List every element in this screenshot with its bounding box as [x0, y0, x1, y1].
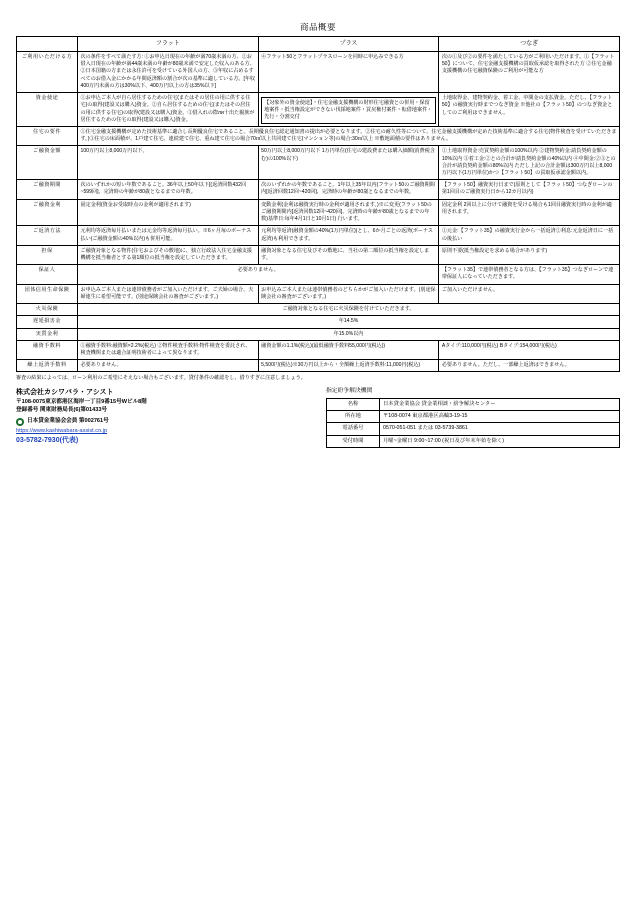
association-line	[16, 418, 316, 426]
table-header-row	[17, 37, 620, 52]
table-row	[17, 199, 620, 226]
row-header-loan-term: ご融資期間	[17, 180, 78, 199]
association-text: 日本貸金業協会会員 第002761号	[27, 418, 109, 425]
table-row	[17, 126, 620, 145]
table-row	[327, 411, 620, 423]
cell-tsunagi-interest-rate: 固定金利 2回以上に分けて融資を受ける場合も1回目融資実行時の金利が適用されます。	[439, 199, 620, 226]
dispute-label-address: 所在地	[327, 411, 380, 423]
cell-flat-eligibility: 次の条件をすべて満たす方: ①お申込日現在の年齢が満70歳未満の方、②お借入日現在の年齢が満44歳未満の年齢が80歳未満で安定した収入のある方、②日本国籍の方または永住許可を受けている外国人の方、③年収に占めるすべてのお借入金にかかる年間返済額の割合が次の基準に適している方。[年収400万円未満の方は30%以下、400万円以上の方は35%以下]	[78, 51, 259, 92]
row-header-fund-use: 資金使途	[17, 93, 78, 127]
company-name: 株式会社カシワバラ・アシスト	[16, 389, 114, 397]
cell-plus-fund-use	[258, 93, 439, 127]
cell-plus-prepayment-fee: 5,500円(税込)※30万円以上から・全額繰上返済手数料:11,000円(税込)	[258, 360, 439, 372]
product-summary-table	[16, 36, 620, 372]
cell-plus-interest-rate: 変動金利(金利は融資実行時の金利が適用されます。)※に変更(フラット50のご融資期間内[返済回数12回~420回]、完済時の年齢が80歳となるまでの年数)基準日:毎年4月1日と10月1日) 行います。	[258, 199, 439, 226]
dispute-label-name: 名称	[327, 399, 380, 411]
company-address: 〒108-0075東京都港区海岸一丁目9番15号Wビル8階	[16, 398, 147, 405]
dispute-value-address: 〒108-0074 東京都港区高輪3-19-15	[380, 411, 620, 423]
table-row	[17, 316, 620, 328]
row-header-housing-requirements: 住宅の要件	[17, 126, 78, 145]
table-row	[17, 284, 620, 303]
row-header-prepayment-fee: 繰上返済手数料	[17, 360, 78, 372]
company-website-link[interactable]: https://www.kashiwabara-assist.co.jp	[16, 427, 108, 434]
footer-company-block	[16, 388, 316, 446]
cell-flat-group-credit-life: お申込みご本人または連帯債務者がご加入いただけます。ご夫婦の場合、夫婦連生に希望可能です。(別途保険会社の審査がございます。)	[78, 284, 259, 303]
table-row	[17, 51, 620, 92]
bottom-note: 審査の結果によっては、ローン利用のご希望にそえない場合もございます。貸付条件の確認をし、借りすぎに注意しましょう。	[16, 375, 306, 382]
cell-plus-loan-amount: 50万円以上8,000万円以下 1万円単位(住宅の建設費または購入価額(消費税含む)の100%以下)	[258, 146, 439, 180]
table-row	[327, 399, 620, 411]
cell-flat-collateral: ご融資対象となる物件(住宅およびその敷地)に、独立行政法人住宅金融支援機構を抵当権者とする第1順位の抵当権を設定していただきます。	[78, 245, 259, 264]
cell-flat-interest-rate: 固定金利(資金お受取時点の金利が適用されます)	[78, 199, 259, 226]
table-row	[17, 328, 620, 340]
cell-tsunagi-fund-use: 土地取得金、建物契約金、着工金、中間金の支払資金。ただし、【フラット50】の融資実行時までつなぎ資金 ※他社の【フラット50】のつなぎ資金としてのご利用はできません。	[439, 93, 620, 127]
cell-tsunagi-loan-fee: Aタイプ:110,000円(税込) Bタイプ:154,000円(税込)	[439, 340, 620, 359]
row-header-guarantor: 保証人	[17, 265, 78, 284]
cell-tsunagi-guarantor: 【フラット35】で連帯債務者となる方は、【フラット35】つなぎローンで連帯保証人になっていただきます。	[439, 265, 620, 284]
cell-flat-repayment-method: 元利均等返済毎月払いまたは元金均等返済毎月払い。※6ヶ月毎のボーナス払い(ご融資金額の40%以内)も併用可能。	[78, 226, 259, 245]
cell-housing-requirements: ①住宅金融支援機構が定めた技術基準に適合し長期優良住宅であること。長期優良住宅認定通知書の提出が必要となります。②住宅の耐久性等について、住宅金融支援機構が定めた技術基準に適合する住宅(物件検査を受けていただきます。)③住宅の床面積が、1戸建て住宅、連続建て住宅、重ね建て住宅の場合70㎡以上共同建て住宅(マンション等)の場合:30㎡以上 ※敷地面積の要件はありません。	[78, 126, 620, 145]
dispute-title: 指定紛争解決機関	[326, 388, 373, 395]
dispute-label-hours: 受付時間	[327, 435, 380, 447]
cell-flat-guarantor: 必要ありません。	[78, 265, 439, 284]
table-row	[17, 93, 620, 127]
table-row	[17, 226, 620, 245]
row-header-loan-amount: ご融資金額	[17, 146, 78, 180]
cell-tsunagi-collateral: 原則不要(抵当権設定を求める場合があります)	[439, 245, 620, 264]
column-header-blank	[17, 37, 78, 52]
cell-tsunagi-loan-term: 【フラット50】融資実行日まで(原則として【フラット50】つなぎローンの第1回目のご融資実行日から12カ月以内)	[439, 180, 620, 199]
table-row	[17, 146, 620, 180]
cell-plus-repayment-method: 元利均等返済(融資金額の40%(1万円単位))とし、6か月ごとの返済(ボーナス返済)も利用できます。	[258, 226, 439, 245]
cell-flat-loan-fee: ①融資手数料:融資額×2.2%(税込) ②物件検査手数料:物件検査を委託され、検査機関または適合証明技術者によって異なります。	[78, 340, 259, 359]
table-row	[17, 340, 620, 359]
company-register-number: 登録番号 関東財務局長(6)第01433号	[16, 407, 108, 414]
row-header-fire-insurance: 火災保険	[17, 304, 78, 316]
footer	[16, 388, 620, 447]
cell-plus-loan-term: 次のいずれかの年数であること。1年以上35年以内(フラット50のご融資期間内[返済回数12回~420回]、完済時の年齢が80歳となるまでの年数。	[258, 180, 439, 199]
cell-plus-loan-fee: 融資金額の1.1%(税込)(最低融資手数料55,000円(税込))	[258, 340, 439, 359]
company-phone: 03-5782-7930(代表)	[16, 437, 79, 445]
table-row	[17, 180, 620, 199]
cell-flat-loan-amount: 100万円以上8,000万円以下。	[78, 146, 259, 180]
cell-plus-group-credit-life: お申込みご本人または連帯債務者のどちらかがご加入いただけます。(別途保険会社の審査がございます。)	[258, 284, 439, 303]
dispute-table	[326, 398, 620, 448]
dispute-value-phone: 0570-051-051 または 03-5739-3861	[380, 423, 620, 435]
row-header-repayment-method: ご返済方法	[17, 226, 78, 245]
row-header-eligibility: ご利用いただける方	[17, 51, 78, 92]
dispute-value-hours: 月曜~金曜日 9:00~17:00 (祝日及び年末年始を除く)	[380, 435, 620, 447]
cell-tsunagi-loan-amount: ①土地取得資金:売買契約金額の100%以内 ②建物契約金:請負契約金額の10%以内 ③着工金:②との合計が請負契約金額の40%以内 ④中間金:②③との合計が請負契約金額の80%以内 ただし上記の合計金額は300万円以上8,000万円以下(1万円単位)かつ【フラット50】の買取仮承認金額以内。	[439, 146, 620, 180]
column-header-plus: プラス	[258, 37, 439, 52]
cell-late-charge: 年14.5%	[78, 316, 620, 328]
dispute-label-phone: 電話番号	[327, 423, 380, 435]
page-title: 商品概要	[299, 22, 336, 32]
row-header-late-charge: 遅延損害金	[17, 316, 78, 328]
cell-flat-loan-term: 次のいずれかの短い年数であること。36年以上50年以下[(返済回数432回~599回]、完済時の年齢が80歳となるまでの年数。	[78, 180, 259, 199]
cell-tsunagi-prepayment-fee: 必要ありません。ただし、一部繰上返済はできません。	[439, 360, 620, 372]
cell-effective-rate: 年15.0%以内	[78, 328, 620, 340]
table-row	[327, 435, 620, 447]
cell-flat-prepayment-fee: 必要ありません。	[78, 360, 259, 372]
cell-flat-fund-use: ①お申込ご本人が自ら居住するための住宅(またはその居住の用に供する住宅)の取得(建設又は購入)資金。②自ら居住するための住宅(またはその居住の用に供する住宅)の取得(建設又は購入)資金。③借入れの際ли十出た親族が居住するための住宅の取得(建設又は購入)資金。	[78, 93, 259, 127]
row-header-collateral: 担保	[17, 245, 78, 264]
table-row	[17, 265, 620, 284]
table-row	[17, 304, 620, 316]
cell-tsunagi-eligibility: 次の①及び②の要件を満たしている方がご利用いただけます。①【フラット50】について、住宅金融支援機構の買取仮承認を取得された方 ②住宅金融支援機構の住宅融資保険のご利用が可能な方	[439, 51, 620, 92]
row-header-loan-fee: 融資手数料	[17, 340, 78, 359]
column-header-flat: フラット	[78, 37, 259, 52]
cell-tsunagi-repayment-method: ①元金:【フラット35】の融資実行金から一括返済②利息:元金返済日に一括の後払い	[439, 226, 620, 245]
dispute-value-name: 日本貸金業協会 貸金業相談・紛争解決センター	[380, 399, 620, 411]
row-header-effective-rate: 実質金利	[17, 328, 78, 340]
cell-plus-eligibility: ④フラット50とフラットプラスローンを同時に申込みできる方	[258, 51, 439, 92]
cell-fire-insurance: ご融資対象となる住宅に火災保険を付けていただきます。	[78, 304, 620, 316]
row-header-group-credit-life: 団体信用生命保険	[17, 284, 78, 303]
table-row	[17, 360, 620, 372]
dispute-block	[326, 388, 620, 447]
column-header-tsunagi: つなぎ	[439, 37, 620, 52]
cell-tsunagi-group-credit-life: ご加入いただけません。	[439, 284, 620, 303]
cell-plus-collateral: 融資対象となる住宅及びその敷地に、当社の第二順位の抵当権を設定します。	[258, 245, 439, 264]
cell-plus-fund-use-box: 【対象外の資金使途】・住宅金融支援機構の財形住宅融資との併用・保留地案件・抵当権設定ができない伐採地案件・買戻権付案件・転借地案件・先行・分割交付	[261, 97, 436, 124]
association-logo-icon	[16, 418, 24, 426]
table-row	[17, 245, 620, 264]
table-row	[327, 423, 620, 435]
row-header-interest-rate: ご融資金利	[17, 199, 78, 226]
